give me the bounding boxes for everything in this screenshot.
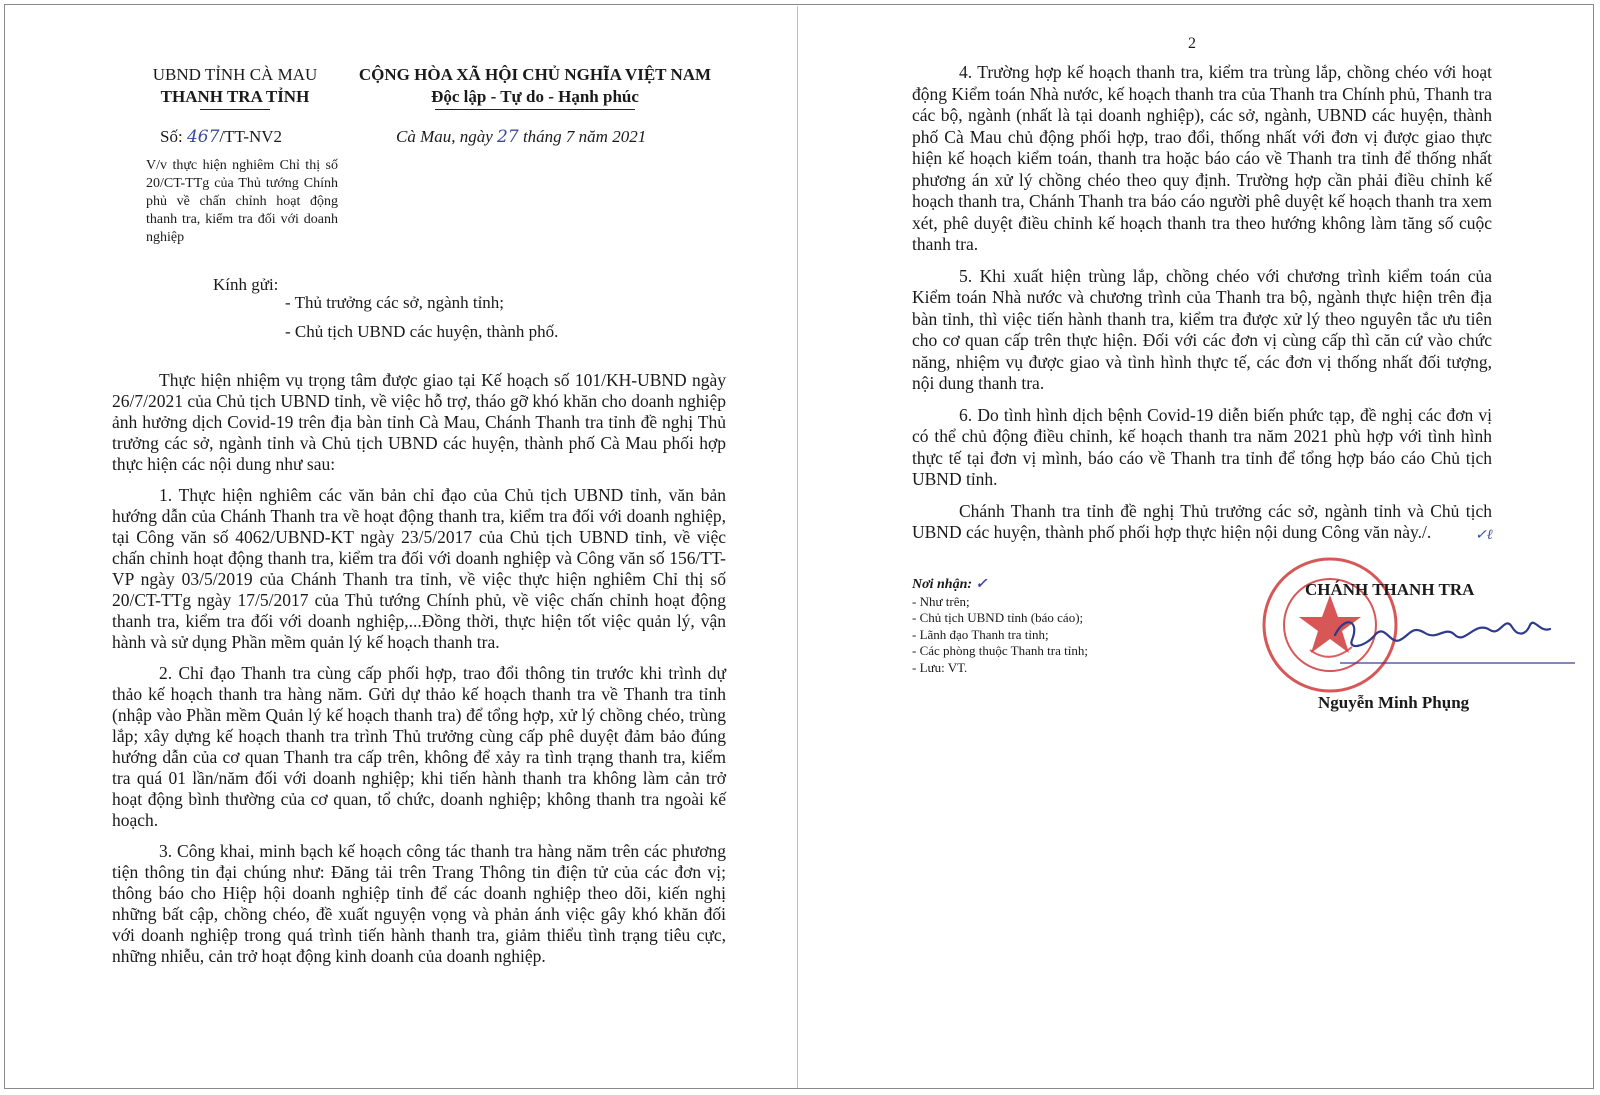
right-body-text bbox=[912, 62, 1492, 554]
nation-motto: Độc lập - Tự do - Hạnh phúc bbox=[431, 87, 639, 106]
nation-title: CỘNG HÒA XÃ HỘI CHỦ NGHĨA VIỆT NAM bbox=[358, 65, 712, 84]
date-prefix: Cà Mau, ngày bbox=[396, 127, 498, 146]
recipients-item: - Lưu: VT. bbox=[912, 659, 968, 675]
org-underline bbox=[200, 109, 270, 110]
left-body-text bbox=[112, 370, 726, 977]
motto-underline bbox=[435, 109, 635, 110]
org-line1: UBND TỈNH CÀ MAU bbox=[152, 65, 318, 84]
docno-handwritten: 467 bbox=[186, 127, 220, 147]
national-header bbox=[345, 64, 725, 110]
issuing-organization bbox=[130, 64, 340, 110]
paragraph: Chánh Thanh tra tỉnh đề nghị Thủ trưởng các sở, ngành tỉnh và Chủ tịch UBND các huyện, thành phố phối hợp thực hiện nội dung Công văn này./. bbox=[912, 500, 1492, 542]
recipients-list bbox=[912, 577, 1088, 676]
paragraph: 1. Thực hiện nghiêm các văn bản chỉ đạo của Chủ tịch UBND tỉnh, văn bản hướng dẫn của Chánh Thanh tra về hoạt động thanh tra, kiểm tra đối với doanh nghiệp, tại Công văn số 4062/UBND-KT ngày 23/5/2017 của Chủ tịch UBND tỉnh, về việc chấn chỉnh hoạt động thanh tra, kiểm tra đối với doanh nghiệp và Công văn số 156/TT-VP ngày 03/5/2019 của Chánh Thanh tra tỉnh, về việc thực hiện nghiêm Chỉ thị số 20/CT-TTg ngày 17/5/2017 của Thủ tướng Chính phủ, về việc chấn chỉnh hoạt động thanh tra, kiểm tra đối với doanh nghiệp,...Đồng thời, thực hiện tốt việc quản lý, vận hành và sử dụng Phần mềm quản lý kế hoạch thanh tra. bbox=[112, 485, 726, 652]
kinh-gui-label: Kính gửi: bbox=[213, 275, 279, 294]
paragraph: 2. Chỉ đạo Thanh tra cùng cấp phối hợp, trao đổi thông tin trước khi trình dự thảo kế hoạch thanh tra hàng năm. Gửi dự thảo kế hoạch thanh tra về Thanh tra tỉnh (nhập vào Phần mềm Quản lý kế hoạch thanh tra) để tổng hợp, xử lý chồng chéo, trùng lắp; xây dựng kế hoạch thanh tra trình Thủ trưởng cùng cấp phê duyệt đảm bảo đúng hướng dẫn của cơ quan Thanh tra cấp trên, không để xảy ra tình trạng thanh tra, kiểm tra quá 01 lần/năm đối với doanh nghiệp; khi tiến hành thanh tra không làm cản trở hoạt động bình thường của cơ quan, tổ chức, doanh nghiệp; không thanh tra ngoài kế hoạch. bbox=[112, 663, 726, 830]
signer-name: Nguyễn Minh Phụng bbox=[1318, 693, 1470, 712]
handwritten-signature bbox=[1330, 605, 1580, 675]
paragraph: 5. Khi xuất hiện trùng lắp, chồng chéo với chương trình kiểm toán của Kiểm toán Nhà nước và chương trình của Thanh tra bộ, ngành thực hiện trên địa bàn tỉnh, thì việc tiến hành thanh tra, kiểm tra được xử lý theo nguyên tắc ưu tiên cho cơ quan cấp trên thực hiện. Đối với các đơn vị cùng cấp thì căn cứ vào chức năng, nhiệm vụ được giao và tình hình thực tế, các đơn vị thống nhất đối tượng, nội dung thanh tra. bbox=[912, 265, 1492, 393]
recipient-line: - Chủ tịch UBND các huyện, thành phố. bbox=[285, 322, 559, 341]
date-handwritten: 27 bbox=[497, 127, 519, 147]
org-line2: THANH TRA TỈNH bbox=[160, 87, 310, 106]
recipients-item: - Như trên; bbox=[912, 593, 970, 609]
document-subject: V/v thực hiện nghiêm Chỉ thị số 20/CT-TTg của Thủ tướng Chính phủ về chấn chỉnh hoạt động thanh tra, kiểm tra đối với doanh nghiệp bbox=[146, 158, 338, 245]
docno-prefix: Số: bbox=[160, 127, 187, 146]
docno-suffix: /TT-NV2 bbox=[219, 127, 283, 146]
page-divider bbox=[797, 6, 798, 1088]
signer-title: CHÁNH THANH TRA bbox=[1305, 580, 1475, 599]
page-number: 2 bbox=[1188, 35, 1196, 52]
recipients-item: - Chủ tịch UBND tỉnh (báo cáo); bbox=[912, 610, 1084, 625]
paragraph: 3. Công khai, minh bạch kế hoạch công tác thanh tra hàng năm trên các phương tiện thông tin đại chúng như: Đăng tải trên Trang Thông tin điện tử của các đơn vị; thông báo cho Hiệp hội doanh nghiệp tỉnh để các doanh nghiệp theo dõi, kiến nghị những bất cập, chồng chéo, đề xuất nguyện vọng và phản ánh việc gây khó khăn đối với doanh nghiệp trong quá trình tiến hành thanh tra, giảm thiểu tình trạng tiêu cực, những nhiễu, cản trở hoạt động kinh doanh của doanh nghiệp. bbox=[112, 841, 726, 966]
document-date bbox=[396, 127, 646, 147]
date-suffix: tháng 7 năm 2021 bbox=[518, 127, 647, 146]
initial-mark: ✓ℓ bbox=[1475, 528, 1493, 543]
recipients-item: - Các phòng thuộc Thanh tra tỉnh; bbox=[912, 643, 1088, 658]
recipients-item: - Lãnh đạo Thanh tra tỉnh; bbox=[912, 626, 1049, 642]
paragraph: 4. Trường hợp kế hoạch thanh tra, kiểm tra trùng lắp, chồng chéo với hoạt động Kiểm toán Nhà nước, kế hoạch thanh tra của Thanh tra Chính phủ, Thanh tra các bộ, ngành (nhất là tại doanh nghiệp), các sở, ngành, UBND các huyện, thành phố Cà Mau chủ động phối hợp, trao đổi, thống nhất với đơn vị được giao thực hiện kế hoạch kiểm toán, thanh tra hoặc báo cáo về Thanh tra tỉnh để thống nhất phương án xử lý chồng chéo theo quy định. Trường hợp cần phải điều chỉnh kế hoạch thanh tra, Chánh Thanh tra báo cáo người phê duyệt kế hoạch thanh tra xem xét, phê duyệt điều chỉnh kế hoạch thanh tra theo hướng không làm tăng số cuộc thanh tra. bbox=[912, 62, 1492, 254]
paragraph: 6. Do tình hình dịch bệnh Covid-19 diễn biến phức tạp, đề nghị các đơn vị có thể chủ động điều chỉnh, kế hoạch thanh tra năm 2021 phù hợp với tình hình thực tế tại đơn vị mình, báo cáo về Thanh tra tỉnh để tổng hợp báo cáo Chủ tịch UBND tỉnh. bbox=[912, 404, 1492, 489]
paragraph: Thực hiện nhiệm vụ trọng tâm được giao tại Kế hoạch số 101/KH-UBND ngày 26/7/2021 của Chủ tịch UBND tỉnh, về việc hỗ trợ, tháo gỡ khó khăn cho doanh nghiệp ảnh hưởng dịch Covid-19 trên địa bàn tỉnh Cà Mau, Chánh Thanh tra tỉnh đề nghị Thủ trưởng các sở, ngành tỉnh và Chủ tịch UBND các huyện, thành phố Cà Mau phối hợp thực hiện các nội dung như sau: bbox=[112, 370, 726, 474]
recipient-line: - Thủ trưởng các sở, ngành tỉnh; bbox=[285, 293, 505, 312]
document-number bbox=[160, 127, 282, 147]
recipients-title: Nơi nhận: ✓ bbox=[912, 577, 988, 592]
